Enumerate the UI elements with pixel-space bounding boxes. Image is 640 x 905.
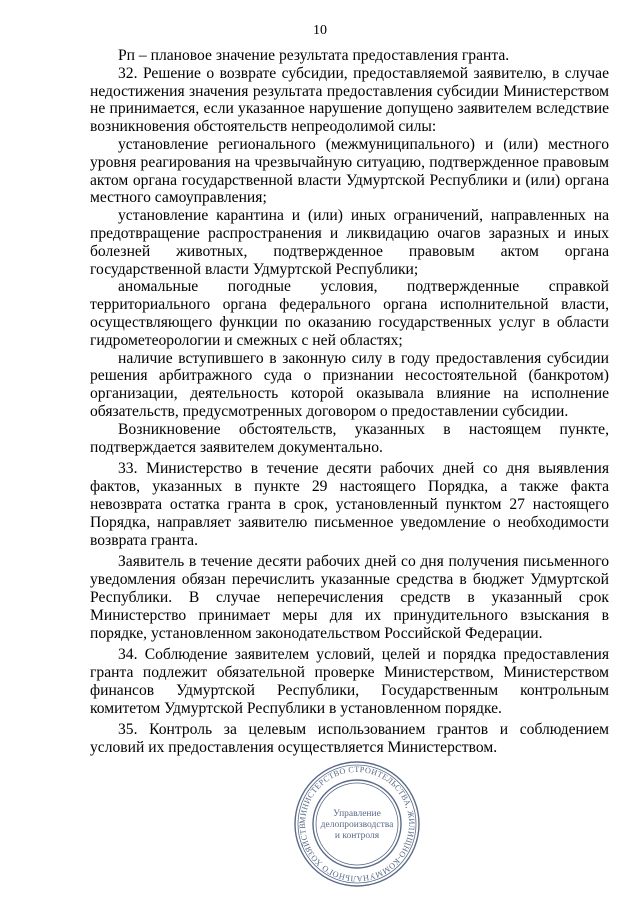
svg-text:делопроизводства: делопроизводства <box>320 820 394 830</box>
paragraph-bankruptcy: наличие вступившего в законную силу в году предоставления субсидии решения арбитражного суда о признании несостоятельной (банкротом) организации, деятельность которой оказывала влияние на исполнение обязательств, предусмотренных договором о предоставлении субсидии. <box>90 349 609 420</box>
paragraph-32: 32. Решение о возврате субсидии, предоставляемой заявителю, в случае недостижения значения результата предоставления субсидии Министерством не принимается, если указанное нарушение допущено заявителем вследствие возникновения обстоятельств непреодолимой силы: <box>90 64 609 136</box>
page-number: 10 <box>313 23 327 38</box>
svg-text:Управление: Управление <box>333 809 381 819</box>
paragraph-confirmation: Возникновение обстоятельств, указанных в настоящем пункте, подтверждается заявителем документально. <box>90 420 609 456</box>
paragraph-quarantine: установление карантина и (или) иных ограничений, направленных на предотвращение распространения и ликвидацию очагов заразных и иных болезней животных, подтвержденное правовым актом органа государственной власти Удмуртской Республики; <box>90 207 609 278</box>
paragraph-35: 35. Контроль за целевым использованием грантов и соблюдением условий их предоставления осуществляется Министерством. <box>90 721 609 757</box>
paragraph-refund-obligation: Заявитель в течение десяти рабочих дней со дня получения письменного уведомления обязан перечислить указанные средства в бюджет Удмуртской Республики. В случае неперечисления средств в указанный срок Министерство принимает меры для их принудительного взыскания в порядке, установленном законодательством Российской Федерации. <box>90 553 609 642</box>
svg-text:МИНИСТЕРСТВО СТРОИТЕЛЬСТВА, ЖИ: МИНИСТЕРСТВО СТРОИТЕЛЬСТВА, ЖИЛИЩНО-КОММУНАЛЬНОГО ХОЗЯЙСТВ <box>297 764 417 884</box>
paragraph-emergency: установление регионального (межмуниципального) и (или) местного уровня реагирования на чрезвычайную ситуацию, подтвержденное правовым актом органа государственной власти Удмуртской Республики и (или) органа местного самоуправления; <box>90 135 609 207</box>
official-stamp <box>292 759 422 889</box>
paragraph-34: 34. Соблюдение заявителем условий, целей и порядка предоставления гранта подлежит обязательной проверке Министерством, Министерством финансов Удмуртской Республики, Государственным контрольным комитетом Удмуртской Республики в установленном порядке. <box>90 646 609 717</box>
svg-text:и контроля: и контроля <box>334 831 380 841</box>
paragraph-weather: аномальные погодные условия, подтвержденные справкой территориального органа федерального органа исполнительной власти, осуществляющего функции по оказанию государственных услуг в области гидрометеорологии и смежных с ней областях; <box>90 278 609 349</box>
document-body <box>90 47 609 757</box>
paragraph-plan-value: Pп – плановое значение результата предоставления гранта. <box>118 47 510 64</box>
paragraph-33: 33. Министерство в течение десяти рабочих дней со дня выявления фактов, указанных в пункте 29 настоящего Порядка, а также факта невозврата остатка гранта в срок, установленный пунктом 27 настоящего Порядка, направляет заявителю письменное уведомление о необходимости возврата гранта. <box>90 460 609 549</box>
stamp-seal-icon <box>292 759 422 889</box>
